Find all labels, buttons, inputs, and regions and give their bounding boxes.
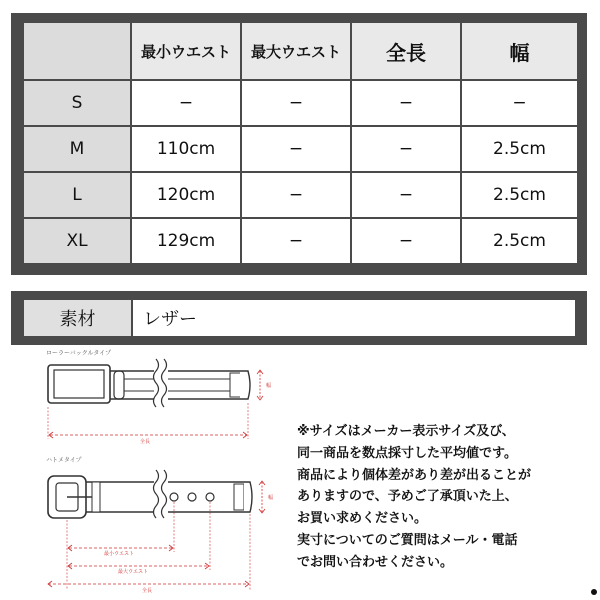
- note-line: ※サイズはメーカー表示サイズ及び、: [297, 424, 515, 439]
- width-value: 2.5cm: [462, 127, 577, 173]
- hatome-diagram: [34, 450, 286, 596]
- size-label: S: [24, 81, 132, 127]
- material-frame: [11, 291, 587, 345]
- width-value: 2.5cm: [462, 173, 577, 219]
- size-table-frame: [11, 13, 587, 275]
- size-table-header-row: [24, 23, 577, 81]
- hatome-belt-illustration: [34, 450, 286, 596]
- total-length-value: −: [352, 173, 462, 219]
- min-waist-value: 110cm: [132, 127, 242, 173]
- note-line: ありますので、予めご了承頂いた上、: [297, 489, 518, 505]
- table-row: [24, 173, 577, 219]
- header-min-waist: 最小ウエスト: [132, 23, 242, 81]
- min-waist-value: −: [132, 81, 242, 127]
- header-total-length: 全長: [352, 23, 462, 81]
- size-label: XL: [24, 219, 132, 263]
- note-line: でお問い合わせください。: [297, 554, 454, 570]
- note-line: 実寸についてのご質問はメール・電話: [297, 532, 518, 548]
- note-line: 同一商品を数点採寸した平均値です。: [297, 445, 517, 461]
- header-corner: [24, 23, 132, 81]
- max-waist-value: −: [242, 219, 352, 263]
- material-label: 素材: [24, 300, 131, 336]
- material-value: レザー: [133, 300, 575, 336]
- table-row: [24, 219, 577, 263]
- hatome-diagram-title: ハトメタイプ: [46, 457, 82, 464]
- hatome-min-waist-label: 最小ウエスト: [104, 551, 135, 557]
- header-width: 幅: [462, 23, 577, 81]
- width-value: −: [462, 81, 577, 127]
- total-length-value: −: [352, 219, 462, 263]
- corner-dot: [591, 589, 597, 595]
- max-waist-value: −: [242, 81, 352, 127]
- min-waist-value: 120cm: [132, 173, 242, 219]
- hatome-width-label: 幅: [268, 495, 274, 501]
- note-line: お買い求めください。: [297, 511, 428, 527]
- width-value: 2.5cm: [462, 219, 577, 263]
- total-length-value: −: [352, 81, 462, 127]
- table-row: [24, 127, 577, 173]
- note-line: 商品により個体差があり差が出ることが: [297, 467, 532, 483]
- roller-buckle-diagram: [34, 345, 286, 445]
- size-notes: [297, 421, 587, 574]
- hatome-length-label: 全長: [142, 588, 153, 594]
- min-waist-value: 129cm: [132, 219, 242, 263]
- size-label: M: [24, 127, 132, 173]
- max-waist-value: −: [242, 173, 352, 219]
- roller-width-label: 幅: [266, 383, 272, 389]
- total-length-value: −: [352, 127, 462, 173]
- size-label: L: [24, 173, 132, 219]
- header-max-waist: 最大ウエスト: [242, 23, 352, 81]
- roller-diagram-title: ローラーバックルタイプ: [46, 350, 111, 357]
- max-waist-value: −: [242, 127, 352, 173]
- table-row: [24, 81, 577, 127]
- size-table: [24, 23, 577, 263]
- roller-length-label: 全長: [140, 439, 151, 445]
- roller-belt-illustration: [34, 345, 286, 445]
- hatome-max-waist-label: 最大ウエスト: [118, 569, 149, 575]
